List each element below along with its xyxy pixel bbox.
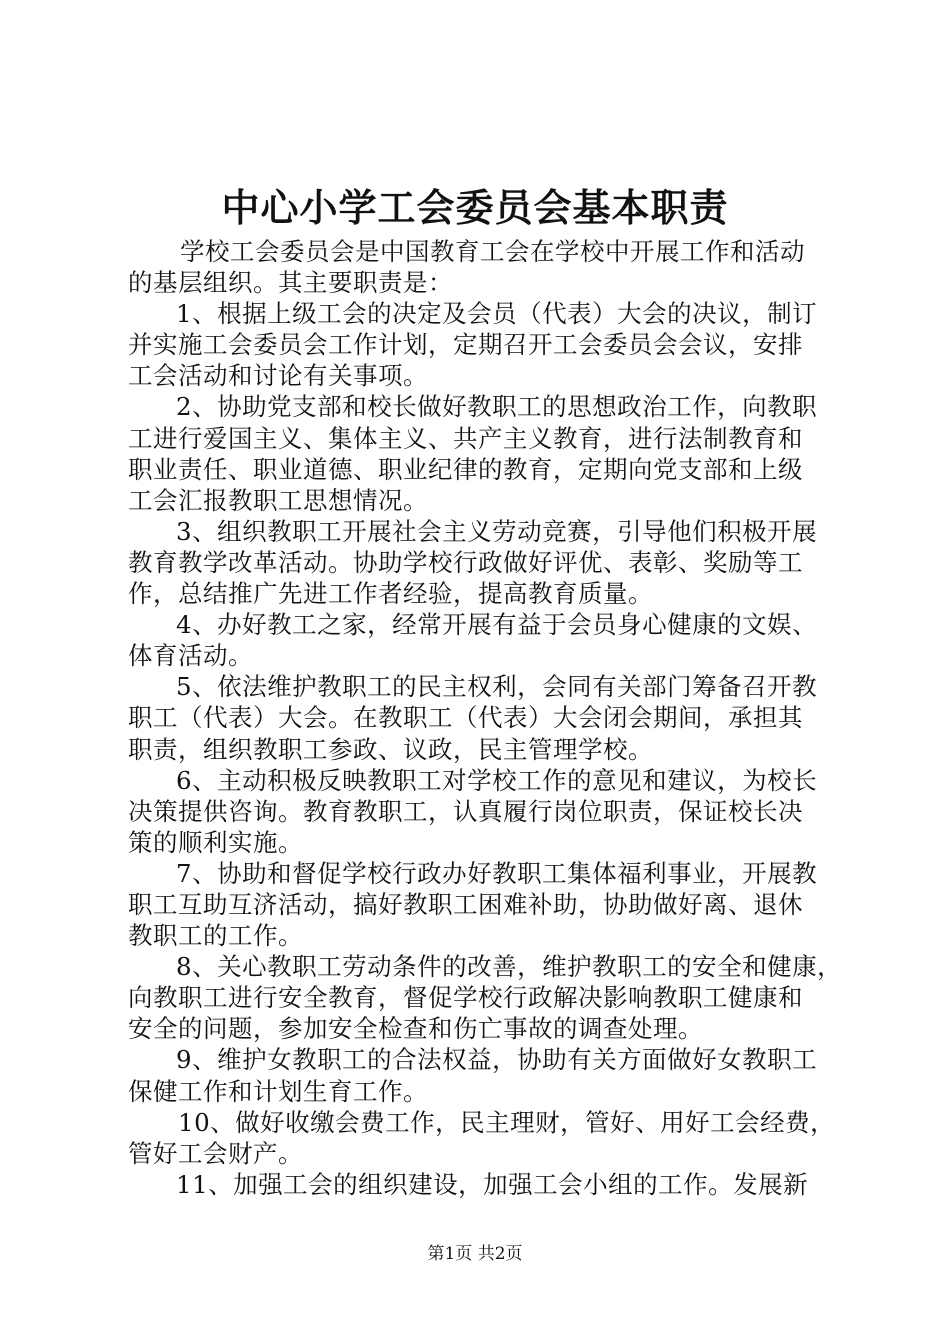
text-line: 8、关心教职工劳动条件的改善，维护教职工的安全和健康， — [176, 952, 843, 982]
text-line: 工进行爱国主义、集体主义、共产主义教育，进行法制教育和 — [128, 423, 803, 453]
text-line: 保健工作和计划生育工作。 — [128, 1076, 428, 1106]
text-line: 安全的问题，参加安全检查和伤亡事故的调查处理。 — [128, 1014, 703, 1044]
text-line: 教职工的工作。 — [128, 921, 303, 951]
text-line: 3、组织教职工开展社会主义劳动竞赛，引导他们积极开展 — [176, 516, 818, 546]
text-line: 学校工会委员会是中国教育工会在学校中开展工作和活动 — [180, 237, 805, 266]
text-line: 7、协助和督促学校行政办好教职工集体福利事业，开展教 — [176, 858, 818, 888]
text-line: 体育活动。 — [128, 641, 253, 671]
document-title: 中心小学工会委员会基本职责 — [221, 185, 729, 230]
document-body — [128, 236, 843, 1200]
text-line: 并实施工会委员会工作计划，定期召开工会委员会会议，安排 — [128, 330, 803, 360]
text-line: 1、根据上级工会的决定及会员（代表）大会的决议，制订 — [176, 299, 818, 329]
text-line: 向教职工进行安全教育，督促学校行政解决影响教职工健康和 — [128, 983, 803, 1013]
text-line: 决策提供咨询。教育教职工，认真履行岗位职责，保证校长决 — [128, 796, 803, 826]
text-line: 管好工会财产。 — [128, 1138, 303, 1168]
page-footer: 第1页 共2页 — [427, 1244, 523, 1264]
text-line: 策的顺利实施。 — [128, 827, 303, 857]
text-line: 职工（代表）大会。在教职工（代表）大会闭会期间，承担其 — [128, 703, 803, 733]
text-line: 4、办好教工之家，经常开展有益于会员身心健康的文娱、 — [176, 610, 818, 640]
text-line: 职业责任、职业道德、职业纪律的教育，定期向党支部和上级 — [128, 454, 803, 484]
text-line: 职责，组织教职工参政、议政，民主管理学校。 — [128, 734, 653, 764]
text-line: 教育教学改革活动。协助学校行政做好评优、表彰、奖励等工 — [128, 547, 803, 577]
text-line: 11、加强工会的组织建设，加强工会小组的工作。发展新 — [176, 1169, 809, 1199]
text-line: 工会活动和讨论有关事项。 — [128, 361, 428, 391]
text-line: 10、做好收缴会费工作，民主理财，管好、用好工会经费， — [178, 1107, 836, 1137]
text-line: 职工互助互济活动，搞好教职工困难补助，协助做好离、退休 — [128, 889, 803, 919]
text-line: 2、协助党支部和校长做好教职工的思想政治工作，向教职 — [176, 392, 818, 422]
text-line: 6、主动积极反映教职工对学校工作的意见和建议，为校长 — [176, 765, 818, 795]
text-line: 的基层组织。其主要职责是： — [128, 268, 453, 298]
text-line: 9、维护女教职工的合法权益，协助有关方面做好女教职工 — [176, 1045, 818, 1075]
text-line: 工会汇报教职工思想情况。 — [128, 485, 428, 515]
text-line: 作，总结推广先进工作者经验，提高教育质量。 — [128, 579, 653, 609]
text-line: 5、依法维护教职工的民主权利，会同有关部门筹备召开教 — [176, 672, 818, 702]
